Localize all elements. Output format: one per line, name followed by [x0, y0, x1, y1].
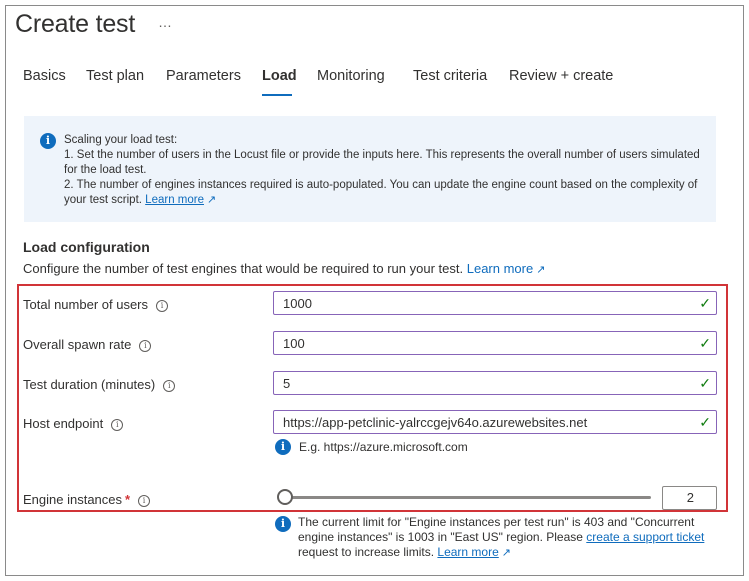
- active-tab-indicator: [262, 94, 292, 96]
- page-title: Create test: [15, 10, 136, 38]
- duration-label-text: Test duration (minutes): [23, 377, 156, 392]
- engines-slider-track[interactable]: [286, 496, 651, 499]
- external-link-icon: ↗: [501, 547, 511, 559]
- host-label-text: Host endpoint: [23, 416, 104, 431]
- info-line-3: [64, 178, 704, 208]
- users-input[interactable]: [274, 292, 674, 314]
- section-description: [23, 261, 545, 276]
- external-link-icon: ↗: [206, 194, 217, 206]
- tooltip-icon[interactable]: i: [138, 495, 150, 507]
- section-learn-more-link[interactable]: Learn more: [466, 261, 534, 276]
- host-input[interactable]: [274, 411, 674, 433]
- checkmark-icon: ✓: [699, 335, 711, 351]
- scaling-info-banner: [24, 116, 716, 222]
- checkmark-icon: ✓: [699, 375, 711, 391]
- host-label: [23, 416, 123, 431]
- support-ticket-link[interactable]: create a support ticket: [586, 530, 705, 544]
- duration-input[interactable]: [274, 372, 674, 394]
- info-line-2: 1. Set the number of users in the Locust file or provide the inputs here. This represents the overall number of users simulated for the load test.: [64, 149, 700, 176]
- tab-load[interactable]: Load: [262, 68, 297, 84]
- info-icon: i: [40, 133, 56, 149]
- section-title: Load configuration: [23, 239, 150, 255]
- external-link-icon: ↗: [536, 264, 546, 276]
- tooltip-icon[interactable]: i: [111, 419, 123, 431]
- checkmark-icon: ✓: [699, 414, 711, 430]
- limit-text: The current limit for "Engine instances per test run" is 403 and "Concurrent engine instances" is 1003 in "East US" region. Please: [298, 515, 695, 544]
- info-icon: i: [275, 439, 291, 455]
- tab-test-criteria[interactable]: Test criteria: [413, 68, 488, 84]
- tab-test-plan[interactable]: Test plan: [86, 68, 145, 84]
- host-example: [275, 440, 468, 456]
- info-learn-more-link[interactable]: Learn more: [145, 194, 204, 206]
- duration-field: [273, 371, 717, 395]
- more-options-button[interactable]: …: [158, 14, 172, 30]
- engine-limit-text: [298, 515, 718, 561]
- duration-label: [23, 377, 175, 392]
- spawn-input[interactable]: [274, 332, 674, 354]
- required-marker: *: [125, 492, 131, 507]
- info-icon: i: [275, 516, 291, 532]
- checkmark-icon: ✓: [699, 295, 711, 311]
- host-field: [273, 410, 717, 434]
- users-field: [273, 291, 717, 315]
- limit-text-2: request to increase limits.: [298, 545, 435, 559]
- tab-monitoring[interactable]: Monitoring: [317, 68, 385, 84]
- tooltip-icon[interactable]: i: [163, 380, 175, 392]
- limit-learn-more-link[interactable]: Learn more: [437, 545, 499, 559]
- spawn-field: [273, 331, 717, 355]
- tooltip-icon[interactable]: i: [139, 340, 151, 352]
- host-example-text: E.g. https://azure.microsoft.com: [299, 440, 468, 455]
- tab-basics[interactable]: Basics: [23, 68, 66, 84]
- load-config-highlight: [17, 284, 728, 512]
- users-label-text: Total number of users: [23, 297, 149, 312]
- engines-label: [23, 492, 150, 507]
- tab-parameters[interactable]: Parameters: [166, 68, 241, 84]
- engines-label-text: Engine instances: [23, 492, 123, 507]
- spawn-label: [23, 337, 151, 352]
- engines-slider-thumb[interactable]: [277, 489, 293, 505]
- spawn-label-text: Overall spawn rate: [23, 337, 132, 352]
- users-label: [23, 297, 168, 312]
- tab-review-create[interactable]: Review + create: [509, 68, 614, 84]
- scaling-info-text: [64, 133, 704, 208]
- info-line-1: Scaling your load test:: [64, 134, 178, 146]
- engines-count-input[interactable]: 2: [662, 486, 717, 510]
- section-description-text: Configure the number of test engines that would be required to run your test.: [23, 261, 464, 276]
- info-line-3-text: 2. The number of engines instances required is auto-populated. You can update the engine count based on the complexity of your test script.: [64, 179, 698, 206]
- tooltip-icon[interactable]: i: [156, 300, 168, 312]
- tab-bar: [0, 68, 749, 98]
